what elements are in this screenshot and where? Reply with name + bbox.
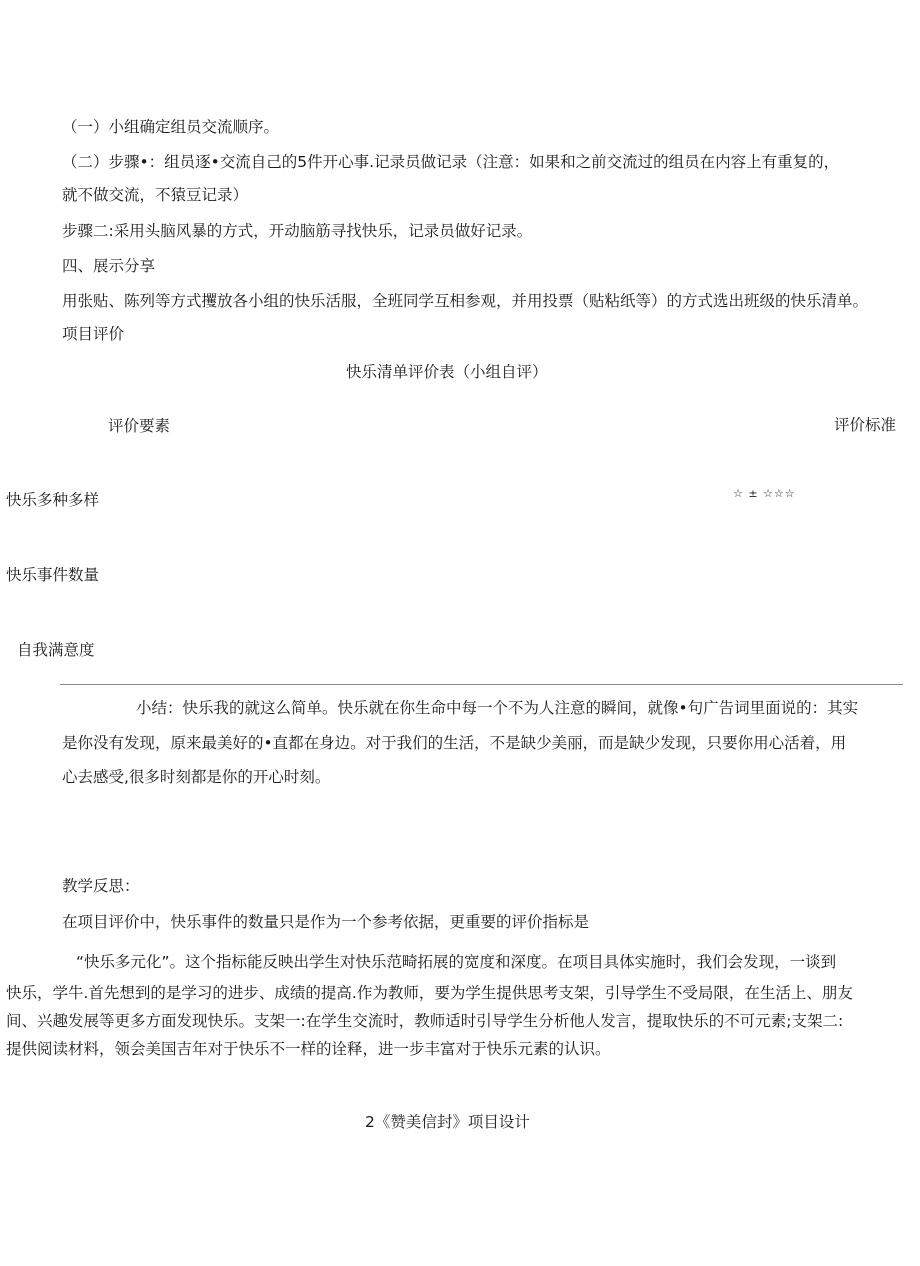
step-one-text-line1: （二）步骤•：组员逐•交流自己的5件开心事.记录员做记录（注意：如果和之前交流过的组员在内容上有重复的， <box>62 153 840 171</box>
column-header-criteria: 评价标准 <box>834 416 897 434</box>
summary-line1: 小结：快乐我的就这么简单。快乐就在你生命中每一个不为人注意的瞬间，就像•句广告词里面说的：其实 <box>136 699 859 717</box>
reflection-line2: “快乐多元化”。这个指标能反映出学生对快乐范畸拓展的宽度和深度。在项目具体实施时，我们会发现，一谈到 <box>76 953 837 971</box>
evaluation-heading: 项目评价 <box>62 325 125 343</box>
horizontal-divider <box>60 684 903 685</box>
step-two-text: 步骤二:采用头脑风暴的方式，开动脑筋寻找快乐，记录员做好记录。 <box>62 222 533 240</box>
reflection-line5: 提供阅读材料，领会美国吉年对于快乐不一样的诠释，进一步丰富对于快乐元素的认识。 <box>6 1040 611 1058</box>
step-one-text-line2: 就不做交流，不猿豆记录） <box>62 186 249 204</box>
evaluation-table-title: 快乐清单评价表（小组自评） <box>346 363 548 381</box>
row-element-label: 快乐事件数量 <box>6 566 100 584</box>
star-rating: ☆ ± ☆☆☆ <box>733 487 796 500</box>
section-four-heading: 四、展示分享 <box>62 257 156 275</box>
reflection-heading: 教学反思： <box>62 877 140 895</box>
row-element-label: 自我满意度 <box>17 641 95 659</box>
next-section-title: 2《赞美信封》项目设计 <box>365 1113 530 1131</box>
row-element-label: 快乐多种多样 <box>6 491 100 509</box>
summary-line3: 心去感受,很多时刻都是你的开心时刻。 <box>62 768 331 786</box>
reflection-line4: 间、兴趣发展等更多方面发现快乐。支架一:在学生交流时，教师适时引导学生分析他人发言，提取快乐的不可元素;支架二: <box>6 1012 844 1030</box>
summary-line2: 是你没有发现，原来最美好的•直都在身边。对于我们的生活，不是缺少美丽，而是缺少发现，只要你用心活着，用 <box>62 734 847 752</box>
reflection-line3: 快乐，学牛.首先想到的是学习的进步、成绩的提高.作为教师，要为学生提供思考支架，引导学生不受局限，在生活上、朋友 <box>6 984 853 1002</box>
column-header-elements: 评价要素 <box>108 417 171 435</box>
step-order-text: （一）小组确定组员交流顺序。 <box>62 118 280 136</box>
reflection-line1: 在项目评价中，快乐事件的数量只是作为一个参考依据，更重要的评价指标是 <box>62 913 590 931</box>
section-four-body: 用张贴、陈列等方式攫放各小组的快乐活服，全班同学互相参观，并用投票（贴粘纸等）的方式选出班级的快乐清单。 <box>62 292 869 310</box>
